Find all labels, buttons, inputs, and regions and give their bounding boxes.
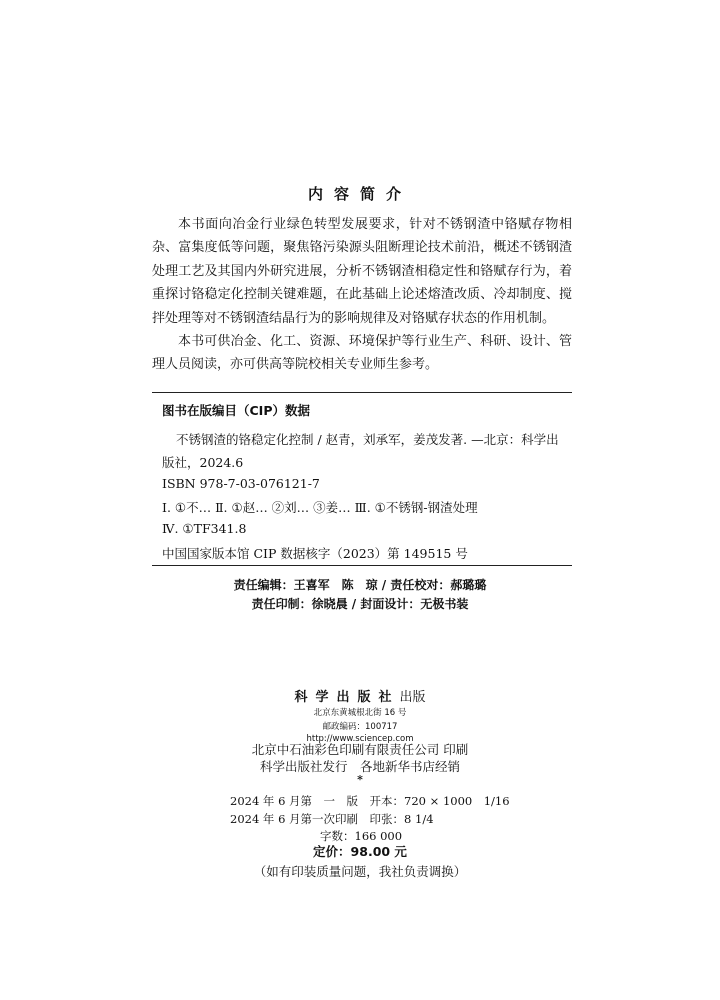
intro-paragraph: 本书面向冶金行业绿色转型发展要求，针对不锈钢渣中铬赋存物相杂、富集度低等问题，聚焦铬污染源头阻断理论技术前沿，概述不锈钢渣处理工艺及其国内外研究进展，分析不锈钢渣相稳定性和铬赋存行为，着重探讨铬稳定化控制关键难题，在此基础上论述熔渣改质、冷却制度、搅拌处理等对不锈钢渣结晶行为的影响规律及对铬赋存状态的作用机制。: [152, 217, 572, 326]
publisher-name: 科学出版社: [294, 690, 400, 705]
word-count: 字数：166 000: [320, 829, 403, 843]
cip-heading: 图书在版编目（CIP）数据: [162, 403, 310, 418]
cip-classification: [162, 497, 564, 539]
publisher-address: 北京东黄城根北街 16 号: [313, 708, 407, 718]
editors-line: 责任编辑：王喜军 陈 琼 / 责任校对：郝璐璐: [233, 578, 487, 592]
publisher-zip: 邮政编码：100717: [322, 722, 398, 732]
isbn: ISBN 978-7-03-076121-7: [162, 476, 320, 491]
cip-description: [162, 428, 564, 474]
cip-classification-line: Ⅳ. ①TF341.8: [162, 521, 247, 536]
intro-title: 内容简介: [307, 185, 412, 203]
intro-paragraph: 本书可供冶金、化工、资源、环境保护等行业生产、科研、设计、管理人员阅读，亦可供高等院校相关专业师生参考。: [152, 334, 572, 373]
publisher-line: [0, 686, 720, 705]
printing-line: 2024 年 6 月第一次印刷 印张：8 1/4: [230, 812, 434, 826]
publisher-website: http://www.sciencep.com: [306, 734, 414, 744]
cip-data-block: [152, 392, 572, 566]
cip-classification-line: Ⅰ. ①不… Ⅱ. ①赵… ②刘… ③姜… Ⅲ. ①不锈钢-钢渣处理: [162, 500, 478, 515]
price: 定价：98.00 元: [313, 844, 407, 859]
separator-star: *: [357, 773, 363, 786]
cip-description-line: 版社，2024.6: [162, 455, 244, 470]
quality-note: （如有印装质量问题，我社负责调换）: [253, 864, 467, 879]
edition-line: 2024 年 6 月第 一 版 开本：720 × 1000 1/16: [230, 794, 510, 808]
cip-number: 中国国家版本馆 CIP 数据核字（2023）第 149515 号: [162, 546, 468, 561]
publisher-suffix: 出版: [399, 690, 426, 705]
distributor: 科学出版社发行 各地新华书店经销: [259, 759, 460, 774]
intro-body: [152, 213, 572, 377]
printer: 北京中石油彩色印刷有限责任公司 印刷: [251, 742, 469, 757]
production-line: 责任印制：徐晓晨 / 封面设计：无极书装: [251, 597, 469, 611]
cip-description-line: 不锈钢渣的铬稳定化控制 / 赵青，刘承军，姜茂发著. —北京：科学出: [176, 432, 559, 447]
